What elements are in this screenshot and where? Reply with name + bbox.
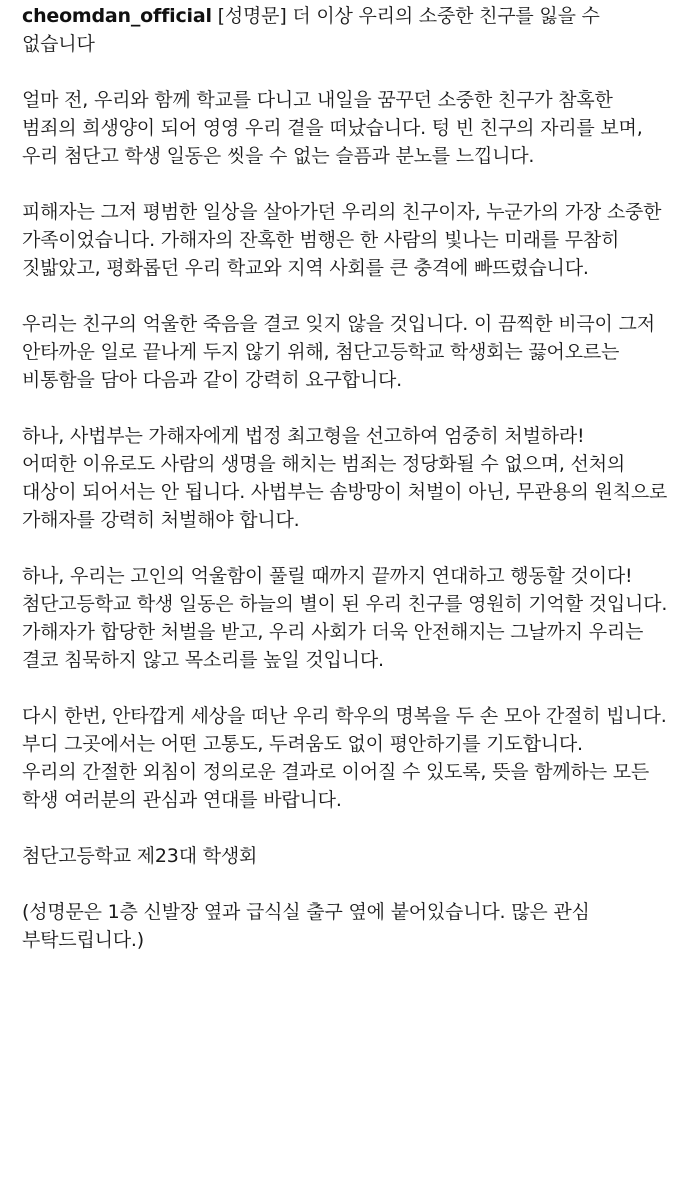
- paragraph-demand-one: [22, 422, 672, 534]
- paragraph-text: 어떠한 이유로도 사람의 생명을 해치는 범죄는 정당화될 수 없으며, 선처의 대상이 되어서는 안 됩니다. 사법부는 솜방망이 처벌이 아닌, 무관용의 원칙으로 가해자를 강력히 처벌해야 합니다.: [22, 453, 668, 531]
- paragraph-text: 얼마 전, 우리와 함께 학교를 다니고 내일을 꿈꾸던 소중한 친구가 참혹한 범죄의 희생양이 되어 영영 우리 곁을 떠났습니다. 텅 빈 친구의 자리를 보며, 우리 첨단고 학생 일동은 씻을 수 없는 슬픔과 분노를 느낍니다.: [22, 89, 643, 167]
- paragraph-text: 다시 한번, 안타깝게 세상을 떠난 우리 학우의 명복을 두 손 모아 간절히 빕니다. 부디 그곳에서는 어떤 고통도, 두려움도 없이 평안하기를 기도합니다.: [22, 705, 667, 755]
- paragraph-demand-intro: [22, 310, 672, 394]
- caption-header: [22, 2, 672, 58]
- paragraph-intro: [22, 86, 672, 170]
- paragraph-text: 우리는 친구의 억울한 죽음을 결코 잊지 않을 것입니다. 이 끔찍한 비극이 그저 안타까운 일로 끝나게 두지 않기 위해, 첨단고등학교 학생회는 끓어오르는 비통함을 담아 다음과 같이 강력히 요구합니다.: [22, 313, 655, 391]
- location-note: (성명문은 1층 신발장 옆과 급식실 출구 옆에 붙어있습니다. 많은 관심 부탁드립니다.): [22, 901, 590, 951]
- demand-heading: 하나, 사법부는 가해자에게 법정 최고형을 선고하여 엄중히 처벌하라!: [22, 425, 585, 447]
- paragraph-text: 피해자는 그저 평범한 일상을 살아가던 우리의 친구이자, 누군가의 가장 소중한 가족이었습니다. 가해자의 잔혹한 범행은 한 사람의 빛나는 미래를 무참히 짓밟았고, 평화롭던 우리 학교와 지역 사회를 큰 충격에 빠뜨렸습니다.: [22, 201, 662, 279]
- statement-title: [성명문] 더 이상 우리의 소중한 친구를 잃을 수 없습니다: [22, 5, 600, 55]
- paragraph-victim: [22, 198, 672, 282]
- demand-heading: 하나, 우리는 고인의 억울함이 풀릴 때까지 끝까지 연대하고 행동할 것이다!: [22, 565, 633, 587]
- paragraph-demand-two: [22, 562, 672, 674]
- username-link[interactable]: cheomdan_official: [22, 5, 212, 27]
- signature: 첨단고등학교 제23대 학생회: [22, 845, 258, 867]
- paragraph-text: 첨단고등학교 학생 일동은 하늘의 별이 된 우리 친구를 영원히 기억할 것입니다. 가해자가 합당한 처벌을 받고, 우리 사회가 더욱 안전해지는 그날까지 우리는 결코 침묵하지 않고 목소리를 높일 것입니다.: [22, 593, 668, 671]
- paragraph-text: 우리의 간절한 외침이 정의로운 결과로 이어질 수 있도록, 뜻을 함께하는 모든 학생 여러분의 관심과 연대를 바랍니다.: [22, 761, 650, 811]
- paragraph-closing: [22, 702, 672, 814]
